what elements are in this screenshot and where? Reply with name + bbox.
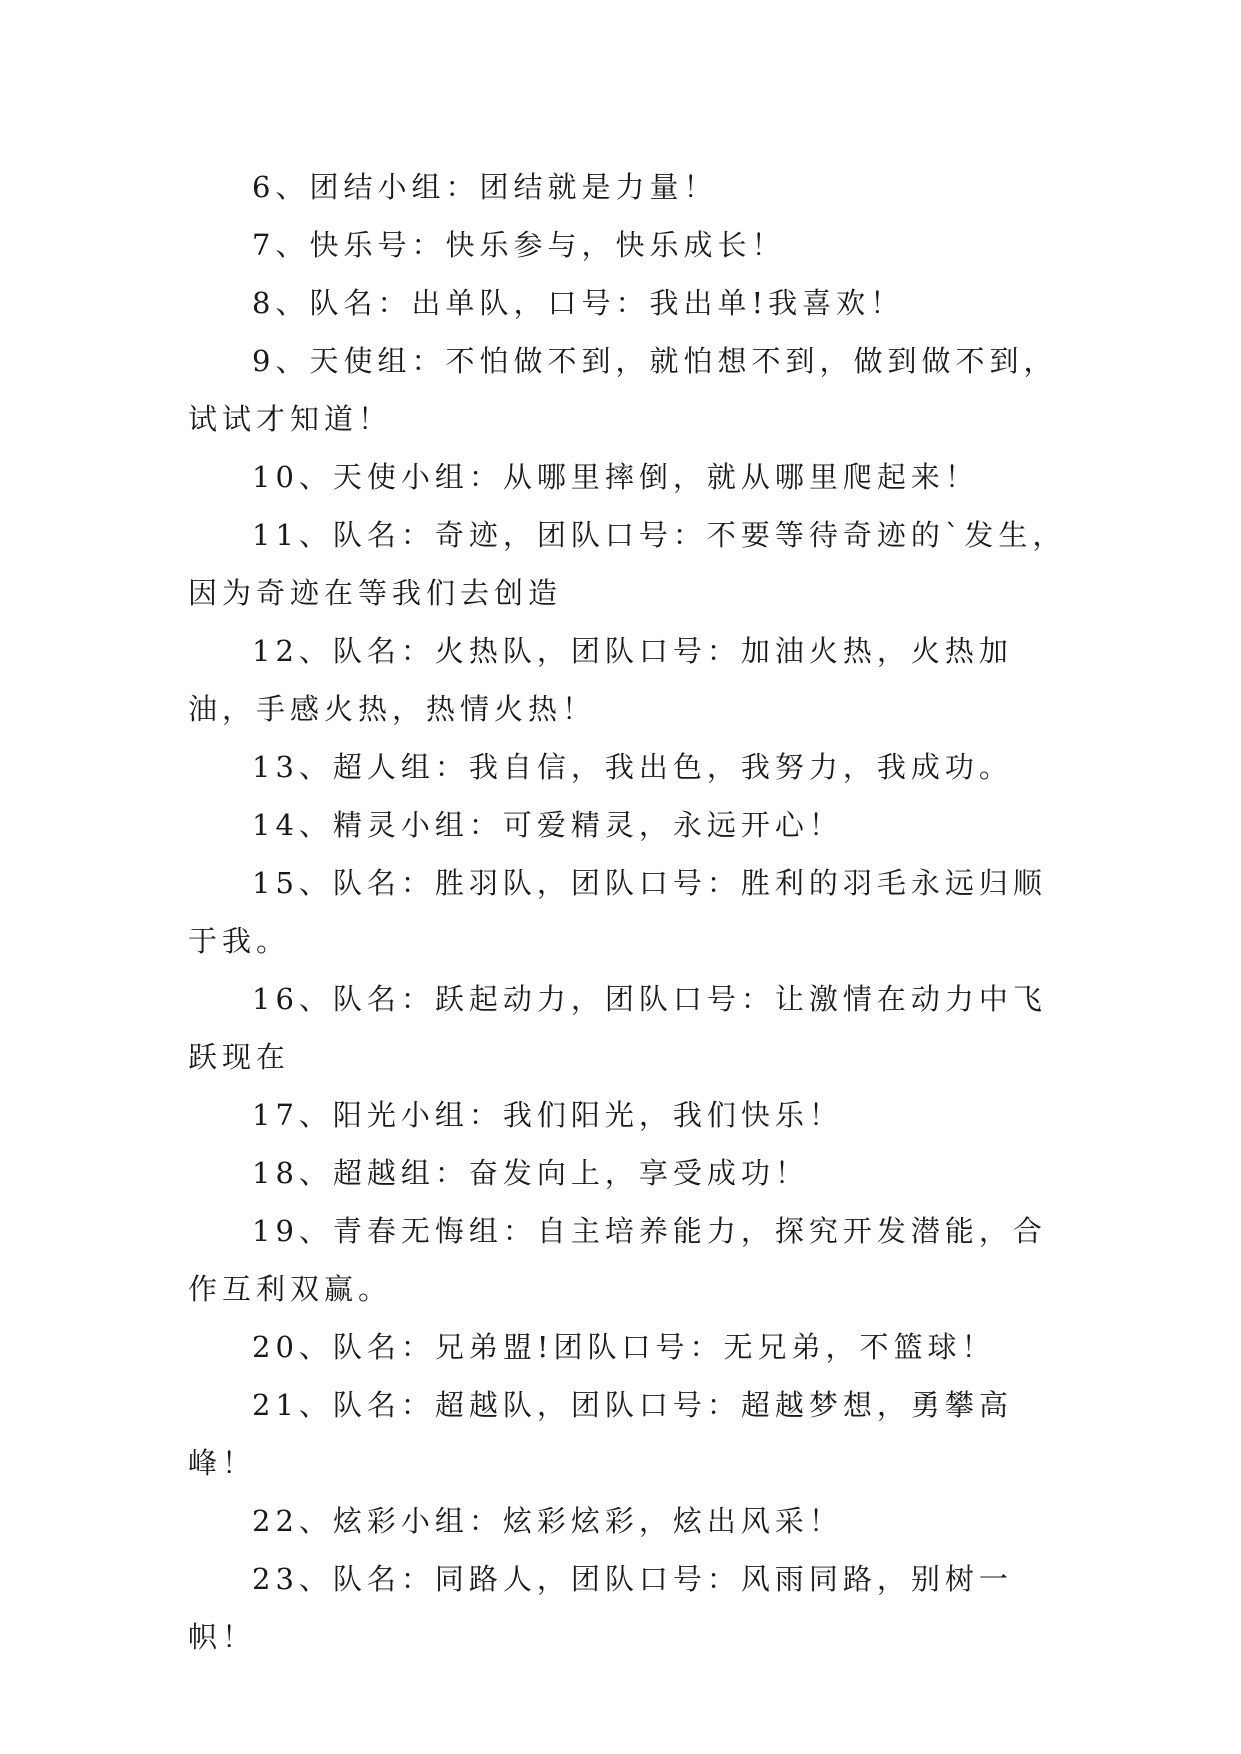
- document-body: [188, 158, 1068, 1666]
- paragraph-9: 9、天使组：不怕做不到，就怕想不到，做到做不到，试试才知道！: [188, 344, 1058, 436]
- paragraph-11: 11、队名：奇迹，团队口号：不要等待奇迹的`发生，因为奇迹在等我们去创造: [188, 518, 1067, 610]
- paragraph-8: 8、队名：出单队，口号：我出单!我喜欢！: [252, 286, 905, 320]
- paragraph-23: 23、队名：同路人，团队口号：风雨同路，别树一帜！: [188, 1562, 1013, 1654]
- paragraph-19: 19、青春无悔组：自主培养能力，探究开发潜能，合作互利双赢。: [188, 1214, 1047, 1306]
- paragraph-17: 17、阳光小组：我们阳光，我们快乐！: [252, 1098, 843, 1132]
- paragraph-6: 6、团结小组：团结就是力量！: [252, 170, 718, 204]
- paragraph-15: 15、队名：胜羽队，团队口号：胜利的羽毛永远归顺于我。: [188, 866, 1047, 958]
- paragraph-18: 18、超越组：奋发向上，享受成功！: [252, 1156, 809, 1190]
- paragraph-10: 10、天使小组：从哪里摔倒，就从哪里爬起来！: [252, 460, 979, 494]
- paragraph-13: 13、超人组：我自信，我出色，我努力，我成功。: [252, 750, 1013, 784]
- paragraph-16: 16、队名：跃起动力，团队口号：让激情在动力中飞跃现在: [188, 982, 1047, 1074]
- paragraph-21: 21、队名：超越队，团队口号：超越梦想，勇攀高峰！: [188, 1388, 1013, 1480]
- paragraph-7: 7、快乐号：快乐参与，快乐成长！: [252, 228, 786, 262]
- paragraph-22: 22、炫彩小组：炫彩炫彩，炫出风采！: [252, 1504, 843, 1538]
- paragraph-14: 14、精灵小组：可爱精灵，永远开心！: [252, 808, 843, 842]
- paragraph-20: 20、队名：兄弟盟!团队口号：无兄弟，不篮球！: [252, 1330, 996, 1364]
- paragraph-12: 12、队名：火热队，团队口号：加油火热，火热加油，手感火热，热情火热！: [188, 634, 1013, 726]
